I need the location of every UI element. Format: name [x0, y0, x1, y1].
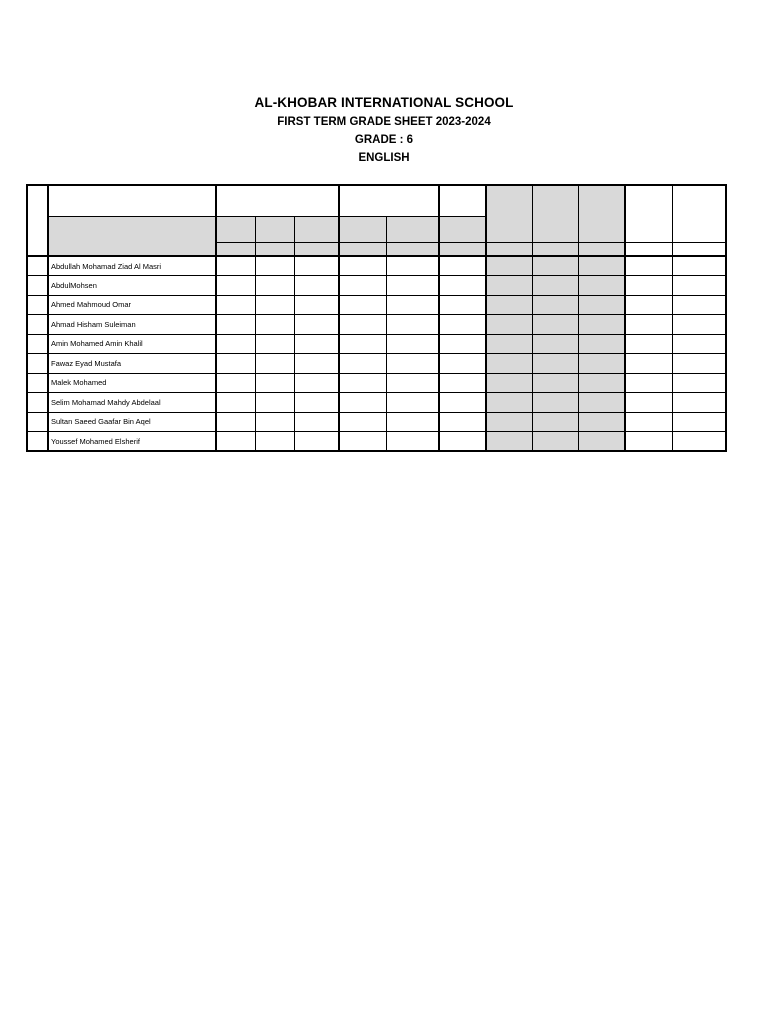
shaded-grade-cell[interactable]	[486, 354, 532, 374]
total-cell[interactable]	[625, 373, 672, 393]
grade-cell[interactable]	[294, 393, 339, 413]
grade-cell[interactable]	[439, 276, 486, 296]
grade-cell[interactable]	[216, 354, 255, 374]
header-cell-group-3	[439, 185, 486, 216]
grade-cell[interactable]	[216, 315, 255, 335]
shaded-grade-cell[interactable]	[532, 256, 578, 276]
grade-cell[interactable]	[339, 276, 386, 296]
shaded-grade-cell[interactable]	[532, 276, 578, 296]
header-strip-cell	[294, 242, 339, 256]
total-cell[interactable]	[672, 334, 726, 354]
student-row	[27, 412, 726, 432]
header-strip-cell	[386, 242, 439, 256]
grade-cell[interactable]	[255, 432, 294, 452]
shaded-grade-cell[interactable]	[578, 276, 625, 296]
grade-cell[interactable]	[294, 315, 339, 335]
row-index-cell	[27, 256, 48, 276]
header-cell-name-shaded	[48, 216, 216, 256]
total-cell[interactable]	[625, 315, 672, 335]
grade-cell[interactable]	[439, 354, 486, 374]
row-index-cell	[27, 354, 48, 374]
student-name: Malek Mohamed	[48, 373, 216, 393]
header-strip-cell	[625, 242, 672, 256]
row-index-cell	[27, 315, 48, 335]
grade-cell[interactable]	[255, 315, 294, 335]
total-cell[interactable]	[625, 334, 672, 354]
shaded-grade-cell[interactable]	[486, 276, 532, 296]
total-cell[interactable]	[672, 315, 726, 335]
total-cell[interactable]	[672, 295, 726, 315]
grade-cell[interactable]	[386, 354, 439, 374]
total-cell[interactable]	[672, 393, 726, 413]
grade-cell[interactable]	[339, 412, 386, 432]
total-cell[interactable]	[672, 373, 726, 393]
header-sub-cell	[339, 216, 386, 242]
grade-cell[interactable]	[216, 393, 255, 413]
grade-cell[interactable]	[339, 373, 386, 393]
grade-table	[26, 184, 727, 452]
grade-cell[interactable]	[386, 334, 439, 354]
total-cell[interactable]	[672, 412, 726, 432]
total-cell[interactable]	[672, 432, 726, 452]
grade-cell[interactable]	[255, 373, 294, 393]
grade-cell[interactable]	[339, 432, 386, 452]
shaded-grade-cell[interactable]	[578, 373, 625, 393]
grade-cell[interactable]	[294, 412, 339, 432]
header-sub-cell	[216, 216, 255, 242]
total-cell[interactable]	[625, 412, 672, 432]
header-sub-cell	[439, 216, 486, 242]
grade-cell[interactable]	[255, 412, 294, 432]
grade-cell[interactable]	[294, 432, 339, 452]
total-cell[interactable]	[625, 276, 672, 296]
header-strip-cell	[486, 242, 532, 256]
grade-cell[interactable]	[255, 354, 294, 374]
header-cell-shaded-3	[578, 185, 625, 242]
shaded-grade-cell[interactable]	[578, 295, 625, 315]
shaded-grade-cell[interactable]	[486, 315, 532, 335]
student-rows	[27, 256, 726, 451]
shaded-grade-cell[interactable]	[532, 315, 578, 335]
sheet-title: FIRST TERM GRADE SHEET 2023-2024	[277, 116, 491, 128]
header-strip-cell	[255, 242, 294, 256]
student-name: Fawaz Eyad Mustafa	[48, 354, 216, 374]
grade-cell[interactable]	[439, 393, 486, 413]
school-name: AL-KHOBAR INTERNATIONAL SCHOOL	[254, 95, 514, 110]
header-strip-cell	[532, 242, 578, 256]
sheet-header	[0, 92, 768, 167]
grade-cell[interactable]	[339, 295, 386, 315]
grade-cell[interactable]	[216, 373, 255, 393]
grade-cell[interactable]	[255, 393, 294, 413]
grade-cell[interactable]	[439, 315, 486, 335]
grade-cell[interactable]	[339, 334, 386, 354]
shaded-grade-cell[interactable]	[486, 393, 532, 413]
shaded-grade-cell[interactable]	[578, 354, 625, 374]
student-name: Sultan Saeed Gaafar Bin Aqel	[48, 412, 216, 432]
grade-cell[interactable]	[439, 295, 486, 315]
student-row	[27, 334, 726, 354]
student-row	[27, 256, 726, 276]
grade-cell[interactable]	[255, 256, 294, 276]
header-strip-cell	[578, 242, 625, 256]
grade-cell[interactable]	[216, 276, 255, 296]
total-cell[interactable]	[625, 295, 672, 315]
student-name: Abdullah Mohamad Ziad Al Masri	[48, 256, 216, 276]
student-name: AbdulMohsen	[48, 276, 216, 296]
student-row	[27, 354, 726, 374]
shaded-grade-cell[interactable]	[532, 432, 578, 452]
shaded-grade-cell[interactable]	[486, 334, 532, 354]
grade-cell[interactable]	[439, 412, 486, 432]
shaded-grade-cell[interactable]	[532, 373, 578, 393]
student-row	[27, 276, 726, 296]
header-cell-group-1	[216, 185, 339, 216]
row-index-cell	[27, 295, 48, 315]
grade-cell[interactable]	[294, 276, 339, 296]
student-row	[27, 295, 726, 315]
row-index-cell	[27, 432, 48, 452]
row-index-cell	[27, 393, 48, 413]
student-row	[27, 315, 726, 335]
grade-cell[interactable]	[386, 432, 439, 452]
grade-cell[interactable]	[439, 432, 486, 452]
student-name: Selim Mohamad Mahdy Abdelaal	[48, 393, 216, 413]
row-index-cell	[27, 334, 48, 354]
student-row	[27, 373, 726, 393]
grade-cell[interactable]	[294, 334, 339, 354]
total-cell[interactable]	[672, 276, 726, 296]
grade-cell[interactable]	[386, 315, 439, 335]
header-strip-cell	[339, 242, 386, 256]
student-name: Ahmad Hisham Suleiman	[48, 315, 216, 335]
header-cell-shaded-1	[486, 185, 532, 242]
student-name: Amin Mohamed Amin Khalil	[48, 334, 216, 354]
grade-cell[interactable]	[216, 432, 255, 452]
total-cell[interactable]	[672, 256, 726, 276]
total-cell[interactable]	[625, 393, 672, 413]
grade-cell[interactable]	[216, 295, 255, 315]
total-cell[interactable]	[625, 256, 672, 276]
grade-cell[interactable]	[386, 393, 439, 413]
grade-cell[interactable]	[216, 412, 255, 432]
grade-label: GRADE : 6	[354, 134, 414, 146]
total-cell[interactable]	[625, 354, 672, 374]
shaded-grade-cell[interactable]	[532, 334, 578, 354]
grade-cell[interactable]	[386, 276, 439, 296]
grade-cell[interactable]	[339, 393, 386, 413]
header-row-1	[27, 185, 726, 216]
shaded-grade-cell[interactable]	[532, 393, 578, 413]
shaded-grade-cell[interactable]	[578, 315, 625, 335]
shaded-grade-cell[interactable]	[486, 295, 532, 315]
header-cell-plain-1	[625, 185, 672, 242]
shaded-grade-cell[interactable]	[486, 432, 532, 452]
grade-cell[interactable]	[386, 256, 439, 276]
grade-cell[interactable]	[339, 315, 386, 335]
grade-cell[interactable]	[439, 256, 486, 276]
grade-cell[interactable]	[294, 373, 339, 393]
subject-label: ENGLISH	[358, 152, 410, 164]
header-cell-plain-2	[672, 185, 726, 242]
student-row	[27, 393, 726, 413]
grade-cell[interactable]	[294, 295, 339, 315]
header-sub-cell	[294, 216, 339, 242]
shaded-grade-cell[interactable]	[578, 256, 625, 276]
shaded-grade-cell[interactable]	[486, 256, 532, 276]
grade-cell[interactable]	[294, 354, 339, 374]
header-sub-cell	[255, 216, 294, 242]
grade-cell[interactable]	[294, 256, 339, 276]
student-row	[27, 432, 726, 452]
grade-cell[interactable]	[255, 334, 294, 354]
row-index-cell	[27, 373, 48, 393]
shaded-grade-cell[interactable]	[486, 412, 532, 432]
shaded-grade-cell[interactable]	[532, 295, 578, 315]
header-sub-cell	[386, 216, 439, 242]
student-name: Youssef Mohamed Elsherif	[48, 432, 216, 452]
total-cell[interactable]	[625, 432, 672, 452]
grade-cell[interactable]	[216, 256, 255, 276]
header-cell-index	[27, 185, 48, 256]
grade-cell[interactable]	[339, 256, 386, 276]
grade-cell[interactable]	[439, 334, 486, 354]
row-index-cell	[27, 412, 48, 432]
student-name: Ahmed Mahmoud Omar	[48, 295, 216, 315]
header-strip-cell	[439, 242, 486, 256]
shaded-grade-cell[interactable]	[532, 412, 578, 432]
shaded-grade-cell[interactable]	[578, 412, 625, 432]
shaded-grade-cell[interactable]	[578, 432, 625, 452]
header-strip-cell	[216, 242, 255, 256]
grade-cell[interactable]	[386, 412, 439, 432]
shaded-grade-cell[interactable]	[486, 373, 532, 393]
total-cell[interactable]	[672, 354, 726, 374]
grade-cell[interactable]	[386, 373, 439, 393]
header-cell-group-2	[339, 185, 439, 216]
header-strip-cell	[672, 242, 726, 256]
grade-cell[interactable]	[255, 295, 294, 315]
header-cell-name-top	[48, 185, 216, 216]
grade-cell[interactable]	[255, 276, 294, 296]
shaded-grade-cell[interactable]	[578, 393, 625, 413]
row-index-cell	[27, 276, 48, 296]
shaded-grade-cell[interactable]	[532, 354, 578, 374]
grade-cell[interactable]	[216, 334, 255, 354]
header-cell-shaded-2	[532, 185, 578, 242]
grade-cell[interactable]	[386, 295, 439, 315]
shaded-grade-cell[interactable]	[578, 334, 625, 354]
grade-cell[interactable]	[439, 373, 486, 393]
grade-cell[interactable]	[339, 354, 386, 374]
